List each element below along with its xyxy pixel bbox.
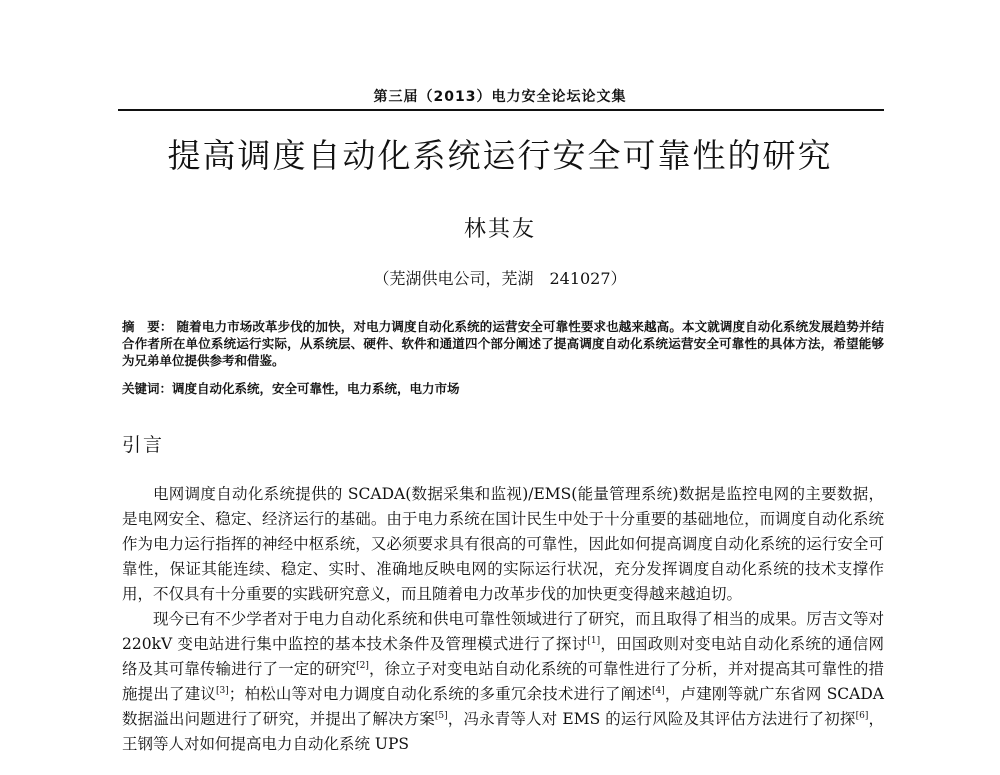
citation-ref: [3] — [216, 685, 229, 696]
keywords — [122, 380, 884, 397]
paragraph-2-text: ，冯永青等人对 EMS 的运行风险及其评估方法进行了初探 — [447, 710, 856, 728]
running-header: 第三届（2013）电力安全论坛论文集 — [373, 89, 627, 105]
paragraph-2-text: ，徐立子对变电站自动化系统的可靠性进行了分析，并对提高其可靠性的措施提出了建议 — [122, 660, 884, 703]
paragraph-2-text: ，卢建刚等就广东省网 SCADA 数据溢出问题进行了研究，并提出了解决方案 — [122, 685, 884, 728]
paragraph-2-text: ，田国政则对变电站自动化系统的通信网络及其可靠传输进行了一定的研究 — [122, 635, 884, 678]
citation-ref: [6] — [855, 710, 869, 721]
paragraph-2-text: ；柏松山等对电力调度自动化系统的多重冗余技术进行了阐述 — [228, 685, 652, 703]
citation-ref: [5] — [434, 710, 448, 721]
paragraph-2-text: ，王钢等人对如何提高电力自动化系统 UPS — [122, 710, 884, 753]
keywords-label: 关键词： — [122, 381, 173, 396]
paragraph-2-text: 现今已有不少学者对于电力自动化系统和供电可靠性领域进行了研究，而且取得了相当的成果。厉吉文等对 220kV 变电站进行集中监控的基本技术条件及管理模式进行了探讨 — [122, 610, 884, 653]
paragraph-2 — [122, 607, 884, 757]
header-rule — [118, 109, 884, 111]
abstract-text: 随着电力市场改革步伐的加快，对电力调度自动化系统的运营安全可靠性要求也越来越高。本文就调度自动化系统发展趋势并结合作者所在单位系统运行实际，从系统层、硬件、软件和通道四个部分阐述了提高调度自动化系统运营安全可靠性的具体方法，希望能够为兄弟单位提供参考和借鉴。 — [122, 319, 884, 368]
citation-ref: [1] — [587, 635, 601, 646]
author-affiliation: （芜湖供电公司，芜湖 241027） — [373, 269, 627, 288]
paper-title: 提高调度自动化系统运行安全可靠性的研究 — [167, 136, 833, 175]
abstract — [122, 318, 884, 369]
body-text — [122, 482, 884, 757]
section-heading-introduction: 引言 — [122, 434, 165, 456]
author-name: 林其友 — [463, 217, 536, 242]
keywords-text: 调度自动化系统，安全可靠性，电力系统，电力市场 — [172, 381, 460, 396]
citation-ref: [2] — [356, 660, 369, 671]
citation-ref: [4] — [651, 685, 665, 696]
paragraph-1: 电网调度自动化系统提供的 SCADA(数据采集和监视)/EMS(能量管理系统)数据是监控电网的主要数据，是电网安全、稳定、经济运行的基础。由于电力系统在国计民生中处于十分重要的基础地位，而调度自动化系统作为电力运行指挥的神经中枢系统，又必须要求具有很高的可靠性，因此如何提高调度自动化系统的运行安全可靠性，保证其能连续、稳定、实时、准确地反映电网的实际运行状况，充分发挥调度自动化系统的技术支撑作用，不仅具有十分重要的实践研究意义，而且随着电力改革步伐的加快更变得越来越迫切。 — [122, 485, 884, 603]
abstract-label: 摘 要： — [122, 319, 173, 334]
